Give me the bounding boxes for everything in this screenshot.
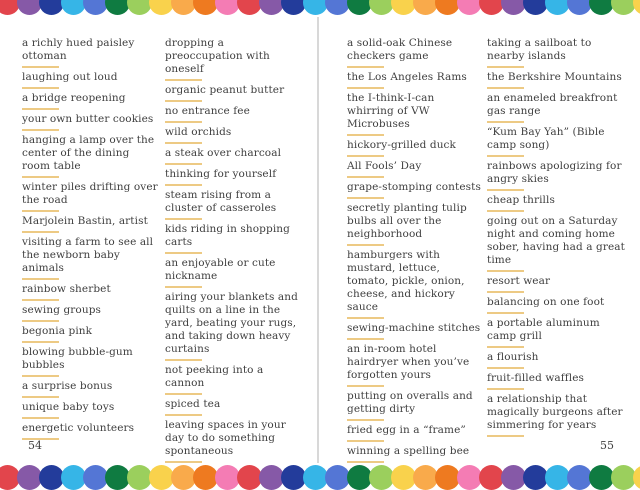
list-item-text: visiting a farm to see all the newborn baby animals [22, 236, 154, 274]
item-underline [487, 121, 524, 123]
list-item-text: a bridge reopening [22, 92, 126, 104]
list-item [165, 189, 302, 220]
list-item [22, 283, 159, 301]
item-underline [165, 121, 202, 123]
item-underline [347, 385, 384, 387]
list-item [165, 398, 302, 416]
list-item [347, 390, 483, 421]
list-item [165, 168, 302, 186]
list-item-text: rainbows apologizing for angry skies [487, 160, 622, 185]
list-item [347, 92, 483, 136]
item-underline [347, 197, 384, 199]
item-underline [165, 286, 202, 288]
item-underline [22, 176, 59, 178]
item-underline [487, 210, 524, 212]
list-item [487, 351, 625, 369]
page55-column-1 [347, 37, 483, 457]
list-item-text: balancing on one foot [487, 296, 605, 308]
item-underline [487, 312, 524, 314]
item-underline [22, 396, 59, 398]
list-item [347, 71, 483, 89]
page-number-55: 55 [600, 439, 614, 452]
item-underline [347, 317, 384, 319]
item-underline [165, 79, 202, 81]
page54-column-2 [165, 37, 302, 457]
list-item [22, 71, 159, 89]
list-item-text: begonia pink [22, 325, 93, 337]
page54-column-1 [22, 37, 159, 450]
list-item [165, 37, 302, 81]
list-item-text: leaving spaces in your day to do something spontaneous [165, 419, 286, 457]
list-item-text: rainbow sherbet [22, 283, 111, 295]
list-item [22, 346, 159, 377]
list-item-text: energetic volunteers [22, 422, 135, 434]
list-item-text: going out on a Saturday night and coming home sober, having had a great time [487, 215, 625, 266]
scallop-border-top [0, 0, 640, 15]
list-item-text: secretly planting tulip bulbs all over the neighborhood [347, 202, 467, 240]
item-underline [22, 278, 59, 280]
list-item [22, 422, 159, 440]
item-underline [22, 129, 59, 131]
item-underline [487, 189, 524, 191]
item-underline [487, 155, 524, 157]
list-item [165, 419, 302, 463]
item-underline [487, 346, 524, 348]
list-item-text: thinking for yourself [165, 168, 277, 180]
item-underline [487, 388, 524, 390]
list-item-text: a solid-oak Chinese checkers game [347, 37, 453, 62]
list-item-text: wild orchids [165, 126, 232, 138]
page-54 [0, 37, 342, 457]
list-item [22, 37, 159, 68]
list-item [487, 296, 625, 314]
list-item [22, 401, 159, 419]
page-55 [322, 37, 640, 457]
list-item [165, 126, 302, 144]
list-item [165, 105, 302, 123]
item-underline [22, 375, 59, 377]
list-item-text: steam rising from a cluster of casseroles [165, 189, 277, 214]
list-item [347, 37, 483, 68]
list-item-text: unique baby toys [22, 401, 115, 413]
list-item [22, 304, 159, 322]
list-item [487, 126, 625, 157]
list-item-text: sewing groups [22, 304, 102, 316]
list-item [487, 275, 625, 293]
list-item [165, 257, 302, 288]
list-item-text: not peeking into a cannon [165, 364, 264, 389]
item-underline [347, 440, 384, 442]
list-item-text: resort wear [487, 275, 551, 287]
border-dot [633, 465, 640, 490]
list-item [347, 249, 483, 319]
list-item-text: All Fools’ Day [347, 160, 422, 172]
list-item-text: an enameled breakfront gas range [487, 92, 618, 117]
list-item [165, 291, 302, 361]
item-underline [487, 291, 524, 293]
list-item [487, 317, 625, 348]
list-item [22, 92, 159, 110]
item-underline [487, 87, 524, 89]
item-underline [22, 320, 59, 322]
page-gutter-divider [317, 17, 319, 463]
item-underline [347, 134, 384, 136]
list-item-text: blowing bubble-gum bubbles [22, 346, 133, 371]
list-item-text: grape-stomping contests [347, 181, 481, 193]
item-underline [347, 155, 384, 157]
item-underline [347, 87, 384, 89]
item-underline [487, 270, 524, 272]
item-underline [165, 252, 202, 254]
list-item [22, 215, 159, 233]
list-item-text: airing your blankets and quilts on a line in the yard, beating your rugs, and taking down heavy curtains [165, 291, 298, 355]
list-item-text: fruit-filled waffles [487, 372, 585, 384]
list-item-text: spiced tea [165, 398, 221, 410]
list-item-text: the Los Angeles Rams [347, 71, 467, 83]
item-underline [165, 218, 202, 220]
list-item-text: kids riding in shopping carts [165, 223, 290, 248]
border-dot [633, 0, 640, 15]
item-underline [165, 142, 202, 144]
list-item-text: organic peanut butter [165, 84, 285, 96]
item-underline [165, 414, 202, 416]
list-item [22, 236, 159, 280]
list-item-text: a relationship that magically burgeons after simmering for years [487, 393, 623, 431]
list-item [487, 393, 625, 437]
list-item [347, 202, 483, 246]
item-underline [165, 359, 202, 361]
list-item [487, 194, 625, 212]
list-item [487, 215, 625, 272]
list-item-text: a richly hued paisley ottoman [22, 37, 135, 62]
list-item-text: dropping a preoccupation with oneself [165, 37, 270, 75]
item-underline [165, 461, 202, 463]
list-item [347, 424, 483, 442]
list-item-text: the I-think-I-can whirring of VW Microbuses [347, 92, 435, 130]
list-item [22, 325, 159, 343]
list-item [487, 92, 625, 123]
item-underline [487, 435, 524, 437]
list-item-text: hamburgers with mustard, lettuce, tomato, pickle, onion, cheese, and hickory sauce [347, 249, 465, 313]
item-underline [347, 419, 384, 421]
item-underline [22, 299, 59, 301]
item-underline [22, 231, 59, 233]
list-item-text: fried egg in a “frame” [347, 424, 466, 436]
list-item [22, 181, 159, 212]
scallop-border-bottom [0, 465, 640, 490]
item-underline [347, 244, 384, 246]
item-underline [347, 66, 384, 68]
list-item [487, 372, 625, 390]
list-item-text: hanging a lamp over the center of the dining room table [22, 134, 155, 172]
list-item-text: Marjolein Bastin, artist [22, 215, 148, 227]
item-underline [22, 108, 59, 110]
item-underline [165, 163, 202, 165]
list-item [165, 364, 302, 395]
list-item [487, 71, 625, 89]
list-item-text: a steak over charcoal [165, 147, 282, 159]
item-underline [22, 66, 59, 68]
list-item-text: cheap thrills [487, 194, 555, 206]
list-item-text: hickory-grilled duck [347, 139, 456, 151]
list-item [347, 322, 483, 340]
item-underline [22, 210, 59, 212]
list-item-text: your own butter cookies [22, 113, 154, 125]
list-item-text: taking a sailboat to nearby islands [487, 37, 592, 62]
item-underline [165, 393, 202, 395]
list-item-text: laughing out loud [22, 71, 118, 83]
list-item [347, 445, 483, 463]
list-item [487, 160, 625, 191]
list-item [22, 134, 159, 178]
item-underline [487, 66, 524, 68]
list-item [347, 343, 483, 387]
list-item-text: sewing-machine stitches [347, 322, 481, 334]
list-item-text: no entrance fee [165, 105, 250, 117]
list-item-text: an in-room hotel hairdryer when you’ve forgotten yours [347, 343, 470, 381]
list-item-text: a surprise bonus [22, 380, 113, 392]
page55-column-2 [487, 37, 625, 450]
list-item [165, 223, 302, 254]
list-item [487, 37, 625, 68]
list-item-text: the Berkshire Mountains [487, 71, 622, 83]
item-underline [347, 176, 384, 178]
item-underline [22, 417, 59, 419]
list-item-text: an enjoyable or cute nickname [165, 257, 276, 282]
item-underline [347, 461, 384, 463]
list-item-text: a flourish [487, 351, 539, 363]
item-underline [22, 87, 59, 89]
item-underline [22, 341, 59, 343]
item-underline [487, 367, 524, 369]
list-item [22, 380, 159, 398]
list-item-text: winter piles drifting over the road [22, 181, 158, 206]
list-item-text: winning a spelling bee [347, 445, 470, 457]
item-underline [165, 100, 202, 102]
list-item [347, 160, 483, 178]
list-item-text: “Kum Bay Yah” (Bible camp song) [487, 126, 605, 151]
list-item-text: putting on overalls and getting dirty [347, 390, 473, 415]
list-item [165, 147, 302, 165]
list-item [165, 84, 302, 102]
item-underline [347, 338, 384, 340]
list-item-text: a portable aluminum camp grill [487, 317, 600, 342]
list-item [22, 113, 159, 131]
page-number-54: 54 [28, 439, 42, 452]
list-item [347, 139, 483, 157]
item-underline [165, 184, 202, 186]
list-item [347, 181, 483, 199]
